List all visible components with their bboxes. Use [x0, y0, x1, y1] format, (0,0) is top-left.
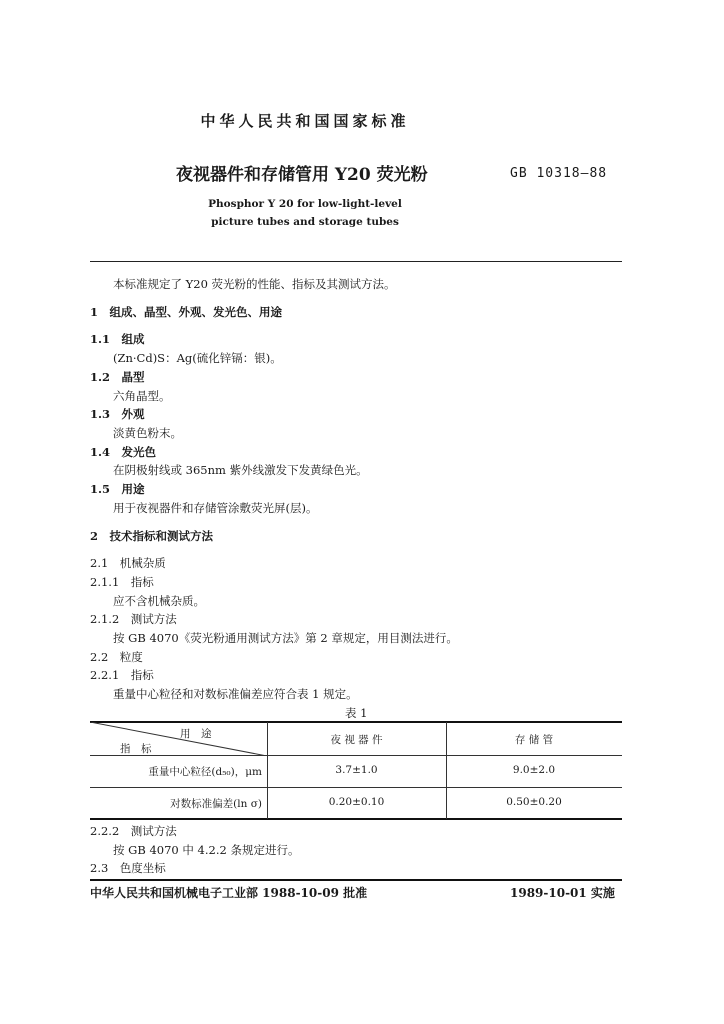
- section-1-3-title: 1.3 外观: [90, 407, 145, 421]
- section-2-2-2-body: 按 GB 4070 中 4.2.2 条规定进行。: [113, 843, 300, 857]
- table-row2-value2: 0.50±0.20: [506, 796, 562, 808]
- standard-title-cn: 夜视器件和存储管用 Y20 荧光粉: [176, 165, 428, 185]
- standard-number: GB 10318—88: [510, 166, 608, 181]
- table-corner-top-label: 用 途: [180, 728, 212, 740]
- standard-title-en-line2: picture tubes and storage tubes: [211, 216, 399, 228]
- section-2-1-2-title: 2.1.2 测试方法: [90, 612, 177, 626]
- table-header-col1: 夜 视 器 件: [330, 734, 383, 746]
- section-1-1-body: (Zn·Cd)S：Ag(硫化锌镉：银)。: [113, 351, 282, 365]
- section-2-2-1-title: 2.2.1 指标: [90, 668, 154, 682]
- section-2-2-title: 2.2 粒度: [90, 650, 143, 664]
- section-1-1-title: 1.1 组成: [90, 332, 145, 346]
- section-2-1-title: 2.1 机械杂质: [90, 556, 166, 570]
- table-header-col2: 存 储 管: [514, 734, 554, 746]
- table-row1-value1: 3.7±1.0: [335, 764, 378, 776]
- footer-rule: [90, 879, 622, 881]
- section-1-5-body: 用于夜视器件和存储管涂敷荧光屏(层)。: [113, 501, 318, 515]
- table-row2-value1: 0.20±0.10: [328, 796, 385, 808]
- effective-date: 1989-10-01 实施: [510, 886, 615, 900]
- table-row1-label: 重量中心粒径(d₅₀)，μm: [148, 766, 262, 778]
- section-1-3-body: 淡黄色粉末。: [113, 426, 182, 440]
- header-rule: [90, 261, 622, 262]
- section-2-1-1-body: 应不含机械杂质。: [113, 594, 205, 608]
- table-row-rule: [90, 787, 622, 788]
- table-bottom-rule: [90, 818, 622, 820]
- section-2-1-1-title: 2.1.1 指标: [90, 575, 154, 589]
- section-2-2-1-body: 重量中心粒径和对数标准偏差应符合表 1 规定。: [113, 687, 358, 701]
- section-1-title: 1 组成、晶型、外观、发光色、用途: [90, 305, 282, 319]
- standard-title-en-line1: Phosphor Y 20 for low-light-level: [208, 198, 402, 210]
- section-1-2-title: 1.2 晶型: [90, 370, 145, 384]
- section-2-1-2-body: 按 GB 4070《荧光粉通用测试方法》第 2 章规定，用目测法进行。: [113, 631, 458, 645]
- section-2-title: 2 技术指标和测试方法: [90, 529, 214, 543]
- section-1-5-title: 1.5 用途: [90, 482, 145, 496]
- section-2-3-title: 2.3 色度坐标: [90, 861, 166, 875]
- table-row2-label: 对数标准偏差(ln σ): [170, 798, 262, 810]
- table-corner-diagonal: [90, 722, 267, 756]
- section-2-2-2-title: 2.2.2 测试方法: [90, 824, 177, 838]
- intro-text: 本标准规定了 Y20 荧光粉的性能、指标及其测试方法。: [113, 277, 396, 291]
- table-row1-value2: 9.0±2.0: [512, 764, 556, 776]
- section-1-4-title: 1.4 发光色: [90, 445, 157, 459]
- approval-line: 中华人民共和国机械电子工业部 1988-10-09 批准: [90, 886, 368, 900]
- section-1-2-body: 六角晶型。: [113, 389, 171, 403]
- table-caption: 表 1: [345, 706, 368, 720]
- section-1-4-body: 在阴极射线或 365nm 紫外线激发下发黄绿色光。: [113, 463, 368, 477]
- issuing-authority: 中华人民共和国国家标准: [200, 112, 410, 130]
- table-corner-bottom-label: 指 标: [120, 743, 152, 755]
